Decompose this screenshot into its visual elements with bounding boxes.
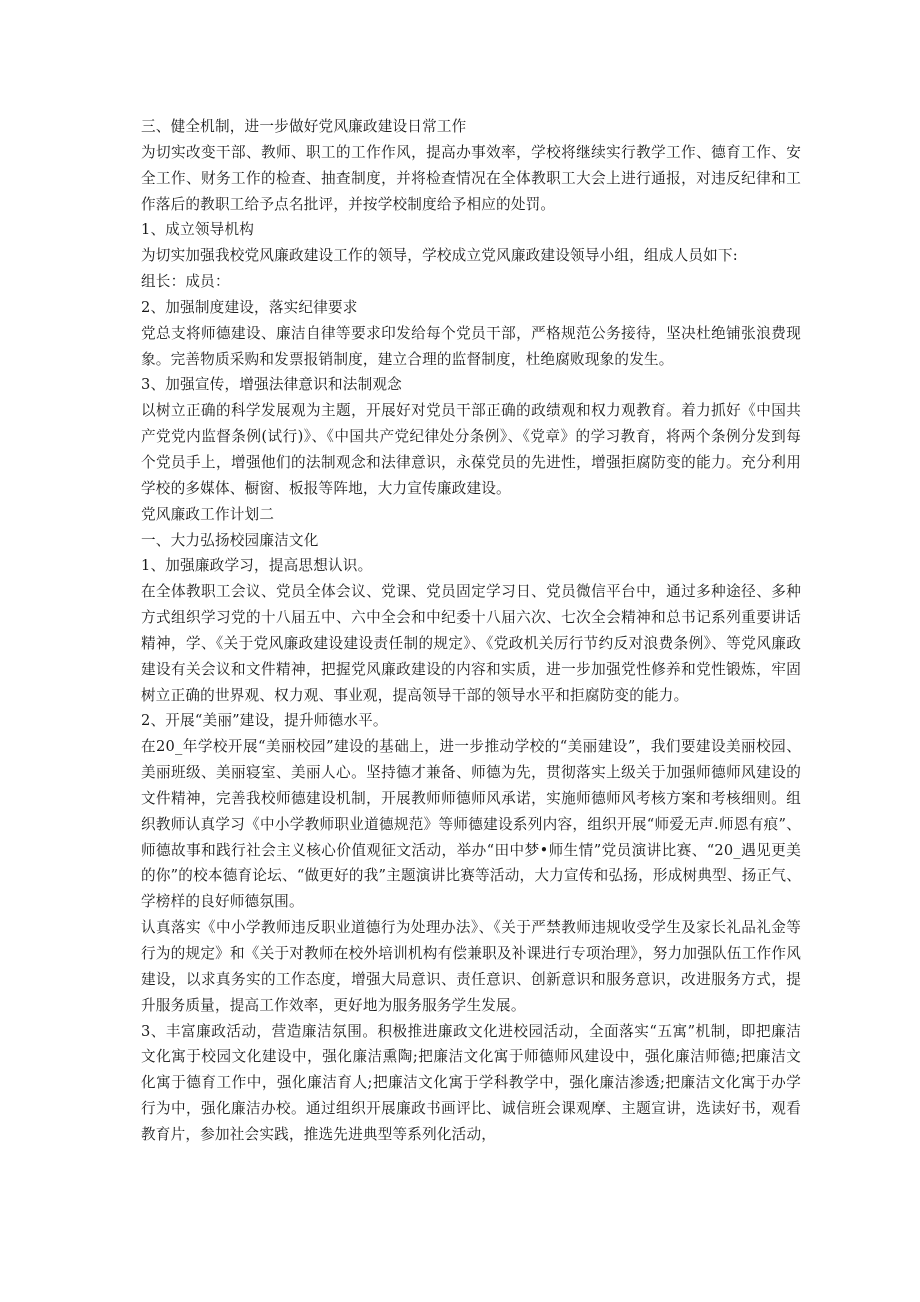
paragraph-members: 组长：成员： [141, 273, 230, 291]
plan-two-title: 党风廉政工作计划二 [141, 505, 275, 523]
subheading-2: 2、加强制度建设，落实纪律要求 [141, 298, 358, 316]
paragraph-implement: 认真落实《中小学教师违反职业道德行为处理办法》、《关于严禁教师违规收受学生及家长礼品礼金等行为的规定》和《关于对教师在校外培训机构有偿兼职及补课进行专项治理》，努力加强队伍工作作风建设，以求真务实的工作态度，增强大局意识、责任意识、创新意识和服务意识，改进服务方式，提升服务质量，提高工作效率，更好地为服务服务学生发展。 [141, 919, 801, 1014]
subheading-study: 1、加强廉政学习，提高思想认识。 [141, 557, 373, 575]
section-heading-1: 一、大力弘扬校园廉洁文化 [141, 531, 319, 549]
section-heading-3: 三、健全机制，进一步做好党风廉政建设日常工作 [141, 118, 467, 135]
subheading-beauty: 2、开展“美丽”建设，提升师德水平。 [141, 712, 388, 730]
document-page [141, 114, 801, 1148]
subheading-1: 1、成立领导机构 [141, 221, 255, 239]
paragraph-system: 党总支将师德建设、廉洁自律等要求印发给每个党员干部，严格规范公务接待，坚决杜绝铺张浪费现象。完善物质采购和发票报销制度，建立合理的监督制度，杜绝腐败现象的发生。 [141, 324, 801, 368]
paragraph-study: 在全体教职工会议、党员全体会议、党课、党员固定学习日、党员微信平台中，通过多种途径、多种方式组织学习党的十八届五中、六中全会和中纪委十八届六次、七次全会精神和总书记系列重要讲话精神，学、《关于党风廉政建设建设责任制的规定》、《党政机关厉行节约反对浪费条例》、等党风廉政建设有关会议和文件精神，把握党风廉政建设的内容和实质，进一步加强党性修养和党性锻炼，牢固树立正确的世界观、权力观、事业观，提高领导干部的领导水平和拒腐防变的能力。 [141, 583, 801, 704]
paragraph-beauty: 在20_年学校开展“美丽校园”建设的基础上，进一步推动学校的“美丽建设”，我们要建设美丽校园、美丽班级、美丽寝室、美丽人心。坚持德才兼备、师德为先，贯彻落实上级关于加强师德师风建设的文件精神，完善我校师德建设机制，开展教师师德师风承诺，实施师德师风考核方案和考核细则。组织教师认真学习《中小学教师职业道德规范》等师德建设系列内容，组织开展“师爱无声.师恩有痕”、师德故事和践行社会主义核心价值观征文活动，举办“田中梦•师生情”党员演讲比赛、“20_遇见更美的你”的校本德育论坛、“做更好的我”主题演讲比赛等活动，大力宣传和弘扬，形成树典型、扬正气、学榜样的良好师德氛围。 [141, 738, 801, 911]
paragraph-activities: 3、丰富廉政活动，营造廉洁氛围。积极推进廉政文化进校园活动，全面落实“五寓”机制，即把廉洁文化寓于校园文化建设中，强化廉洁熏陶;把廉洁文化寓于师德师风建设中，强化廉洁师德;把廉洁文化寓于德育工作中，强化廉洁育人;把廉洁文化寓于学科教学中，强化廉洁渗透;把廉洁文化寓于办学行为中，强化廉洁办校。通过组织开展廉政书画评比、诚信班会课观摩、主题宣讲，选读好书，观看教育片，参加社会实践，推选先进典型等系列化活动， [141, 1022, 801, 1143]
paragraph-leadership: 为切实加强我校党风廉政建设工作的领导，学校成立党风廉政建设领导小组，组成人员如下: [141, 247, 738, 265]
paragraph-intro: 为切实改变干部、教师、职工的工作作风，提高办事效率，学校将继续实行教学工作、德育工作、安全工作、财务工作的检查、抽查制度，并将检查情况在全体教职工大会上进行通报，对违反纪律和工作落后的教职工给予点名批评，并按学校制度给予相应的处罚。 [141, 143, 801, 213]
subheading-3: 3、加强宣传，增强法律意识和法制观念 [141, 376, 402, 394]
paragraph-publicity: 以树立正确的科学发展观为主题，开展好对党员干部正确的政绩观和权力观教育。着力抓好《中国共产党党内监督条例(试行)》、《中国共产党纪律处分条例》、《党章》的学习教育，将两个条例分发到每个党员手上，增强他们的法制观念和法律意识，永葆党员的先进性，增强拒腐防变的能力。充分利用学校的多媒体、橱窗、板报等阵地，大力宣传廉政建设。 [141, 402, 801, 497]
